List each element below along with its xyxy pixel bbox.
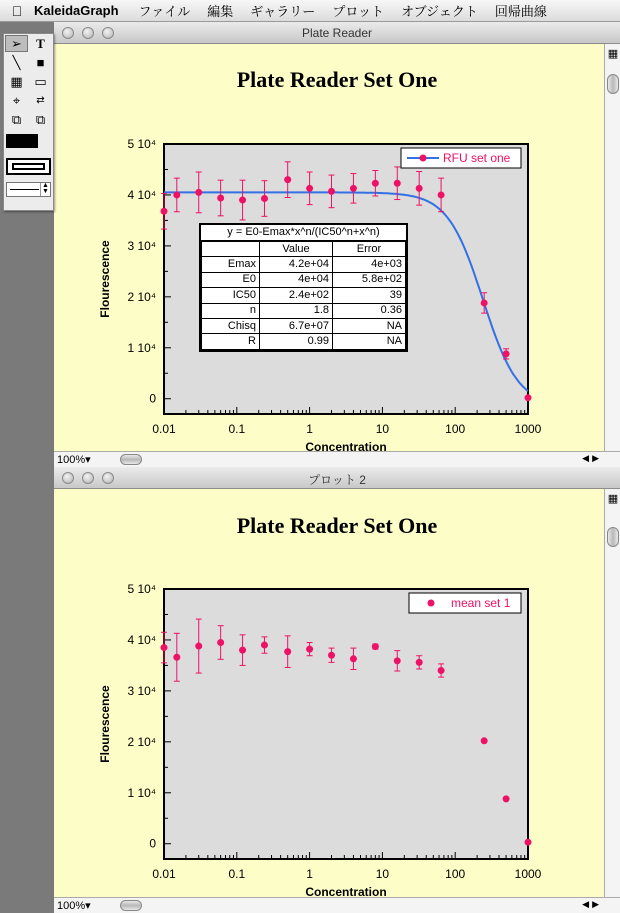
data-point [328,188,335,195]
send-back-tool-icon[interactable]: ⧉ [35,112,46,127]
legend-label: mean set 1 [451,596,511,610]
zoom-level-select[interactable]: 100%▾ [57,900,91,912]
line-tool-icon[interactable]: ╲ [12,55,21,70]
data-point [394,180,401,187]
table-row [202,334,406,349]
grid-toggle-icon[interactable]: ▦ [607,48,619,60]
rectangle-tool-icon[interactable]: ■ [36,55,45,70]
data-point [328,652,335,659]
table-cell: NA [333,318,406,333]
y-tick-label: 2 10⁴ [127,734,156,749]
menu-curve-fit[interactable]: 回帰曲線 [494,4,547,19]
table-cell: Emax [202,257,260,272]
table-cell: R [202,334,260,349]
x-tick-label: 0.01 [152,867,176,881]
table-row [202,272,406,287]
table-cell: NA [333,334,406,349]
x-tick-label: 0.01 [152,422,176,436]
y-tick-label: 5 10⁴ [127,582,156,596]
color-swatch[interactable] [6,134,51,152]
horizontal-scrollbar[interactable] [54,897,620,913]
y-tick-label: 4 10⁴ [127,632,156,647]
x-tick-label: 1 [306,422,313,436]
x-tick-label: 10 [375,422,390,436]
data-point [481,737,488,744]
fit-equation: y = E0-Emax*x^n/(IC50^n+x^n) [201,225,406,241]
data-point [525,394,532,401]
menu-gallery[interactable]: ギャラリー [250,4,316,19]
y-tick-label: 0 [149,836,156,851]
data-point [261,195,268,202]
data-point [173,191,180,198]
data-point [416,659,423,666]
data-point [481,299,488,306]
table-cell: 39 [333,288,406,303]
x-tick-label: 100 [445,867,466,881]
table-cell: 4e+03 [333,257,406,272]
plate-reader-window [53,22,620,467]
menu-bar [0,0,620,22]
table-cell: 2.4e+02 [260,288,333,303]
data-point [306,185,313,192]
text-tool-icon[interactable]: T [36,36,45,51]
x-tick-label: 1000 [514,867,542,881]
y-tick-label: 1 10⁴ [127,340,156,355]
data-point [239,647,246,654]
x-tick-label: 1 [306,867,313,881]
window-titlebar[interactable] [54,467,620,489]
legend-marker [420,155,427,162]
menu-edit[interactable]: 編集 [207,4,234,19]
line-style-selector[interactable]: ▲ ▼ [6,182,51,197]
table-cell: 6.7e+07 [260,318,333,333]
menu-app-name[interactable]: KaleidaGraph [34,3,119,18]
scroll-thumb[interactable] [120,900,142,911]
menu-plot[interactable]: プロット [332,4,385,19]
eraser-tool-icon[interactable]: ▭ [34,74,47,89]
y-tick-label: 0 [149,391,156,406]
data-point [195,189,202,196]
table-row [202,303,406,318]
data-point [438,667,445,674]
data-point [173,654,180,661]
x-tick-label: 1000 [514,422,542,436]
align-tool-icon[interactable]: ⇄ [36,95,45,106]
plot-title: Plate Reader Set One [236,67,438,92]
menu-object[interactable]: オブジェクト [401,4,478,19]
data-point [525,839,532,846]
line-width-selector[interactable] [6,158,51,175]
data-point [239,197,246,204]
scroll-thumb[interactable] [607,527,619,547]
table-cell [202,242,260,257]
data-point [161,208,168,215]
table-cell: 4e+04 [260,272,333,287]
table-cell: Value [260,242,333,257]
table-cell: Chisq [202,318,260,333]
data-point [503,350,510,357]
menu-file[interactable]: ファイル [138,4,191,19]
zoom-level-select[interactable]: 100%▾ [57,454,91,466]
data-point [161,644,168,651]
table-tool-icon[interactable]: ▦ [10,74,23,89]
x-axis-label: Concentration [305,440,387,451]
table-cell: 1.8 [260,303,333,318]
vertical-scrollbar[interactable] [604,489,620,897]
plot-frame [164,589,528,859]
grid-toggle-icon[interactable]: ▦ [607,493,619,505]
table-cell: IC50 [202,288,260,303]
x-tick-label: 100 [445,422,466,436]
data-point [195,643,202,650]
window-title: Plate Reader [301,26,373,40]
y-tick-label: 2 10⁴ [127,289,156,304]
data-point [261,642,268,649]
data-point [306,646,313,653]
tool-palette [3,33,54,211]
table-cell: 0.36 [333,303,406,318]
data-point [438,191,445,198]
y-tick-label: 4 10⁴ [127,187,156,202]
apple-menu-icon[interactable] [0,3,34,19]
x-tick-label: 10 [375,867,390,881]
fit-parameters-table [201,241,406,350]
curve-fit-results-table[interactable] [199,223,408,352]
legend-label: RFU set one [443,151,511,165]
scroll-thumb[interactable] [120,454,142,465]
table-cell: 4.2e+04 [260,257,333,272]
data-point [350,185,357,192]
y-tick-label: 3 10⁴ [127,238,156,253]
scroll-thumb[interactable] [607,74,619,94]
horizontal-scrollbar[interactable] [54,451,620,467]
bring-front-tool-icon[interactable]: ⧉ [11,112,22,127]
y-tick-label: 1 10⁴ [127,785,156,800]
x-tick-label: 0.1 [228,867,246,881]
crosshair-tool-icon[interactable]: ⌖ [12,93,21,108]
arrow-tool-icon[interactable]: ➢ [5,35,28,52]
window-titlebar[interactable] [54,22,620,44]
vertical-scrollbar[interactable] [604,44,620,451]
table-row [202,288,406,303]
x-axis-label: Concentration [305,885,387,896]
plot-area-chart[interactable] [54,489,605,896]
data-point [217,195,224,202]
legend-marker [428,600,435,607]
data-point [394,657,401,664]
table-cell: E0 [202,272,260,287]
data-point [372,643,379,650]
table-row [202,318,406,333]
table-cell: 5.8e+02 [333,272,406,287]
table-cell: 0.99 [260,334,333,349]
data-point [217,639,224,646]
plot-title: Plate Reader Set One [236,513,438,538]
data-point [503,795,510,802]
table-cell: Error [333,242,406,257]
y-axis-label: Flourescence [98,240,112,318]
data-point [416,185,423,192]
data-point [372,180,379,187]
y-tick-label: 3 10⁴ [127,683,156,698]
table-row [202,257,406,272]
data-point [350,655,357,662]
window-title: プロット 2 [308,473,366,487]
table-header-row [202,242,406,257]
data-point [284,648,291,655]
scroll-arrows-icon[interactable]: ◀▶ [582,453,602,463]
plot-2-window [53,467,620,913]
y-axis-label: Flourescence [98,685,112,763]
data-point [284,176,291,183]
table-cell: n [202,303,260,318]
scroll-arrows-icon[interactable]: ◀▶ [582,899,602,909]
y-tick-label: 5 10⁴ [127,137,156,151]
x-tick-label: 0.1 [228,422,246,436]
